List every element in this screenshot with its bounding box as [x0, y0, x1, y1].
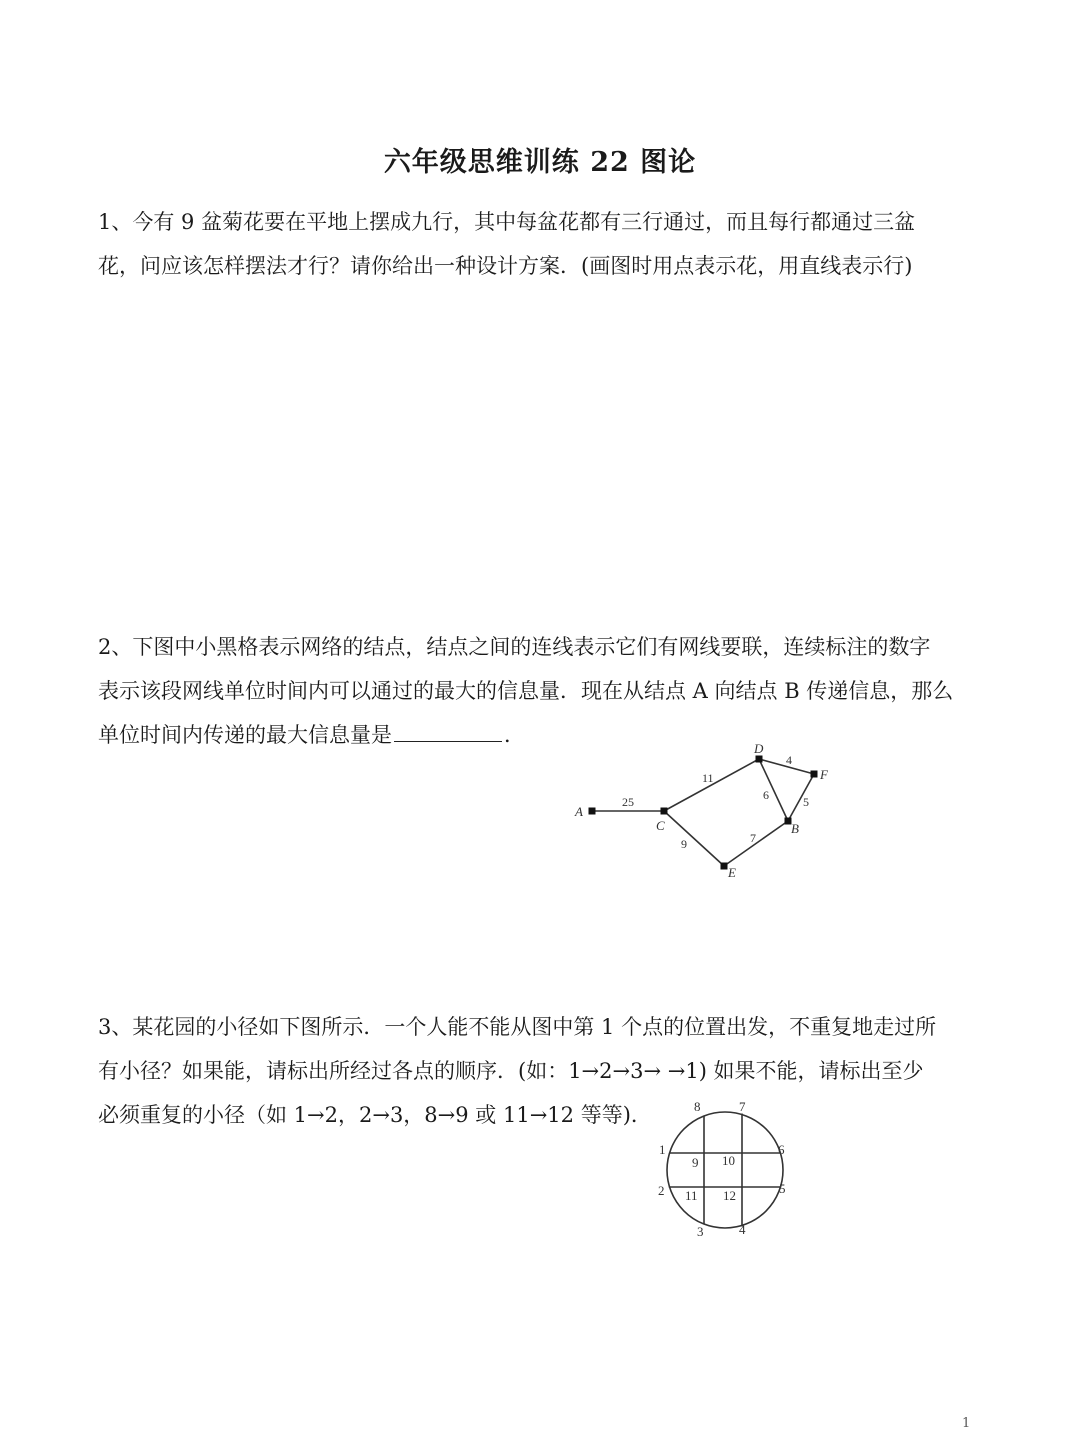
- edge-c-e-weight: 9: [681, 837, 687, 851]
- question-3-line-3: 必须重复的小径（如 1→2，2→3，8→9 或 11→12 等等)．: [98, 1103, 652, 1127]
- edge-c-d-weight: 11: [702, 771, 714, 785]
- garden-point-8: 8: [694, 1099, 701, 1114]
- node-e-label: E: [728, 865, 736, 880]
- garden-point-12: 12: [723, 1188, 736, 1203]
- question-2-line-1: 2、下图中小黑格表示网络的结点，结点之间的连线表示它们有网线要联，连续标注的数字: [98, 635, 931, 659]
- question-1-line-2: 花，问应该怎样摆法才行？请你给出一种设计方案．(画图时用点表示花，用直线表示行): [98, 254, 913, 278]
- question-3-line-2: 有小径？如果能，请标出所经过各点的顺序．(如：1→2→3→ →1) 如果不能，请标出至少: [98, 1059, 924, 1083]
- garden-point-11: 11: [685, 1188, 698, 1203]
- edge-d-f-weight: 4: [786, 753, 792, 767]
- node-a-label: A: [575, 804, 583, 819]
- question-2-line-2: 表示该段网线单位时间内可以通过的最大的信息量．现在从结点 A 向结点 B 传递信息，那么: [98, 679, 954, 703]
- node-d-label: D: [754, 741, 764, 756]
- node-c-label: C: [656, 818, 665, 833]
- garden-path-diagram: [650, 1095, 800, 1245]
- page-title: 六年级思维训练 22 图论: [383, 147, 697, 178]
- garden-point-7: 7: [739, 1099, 746, 1114]
- garden-point-1: 1: [659, 1142, 666, 1157]
- edge-d-b-weight: 6: [763, 788, 769, 802]
- edge-a-c-weight: 25: [622, 795, 634, 809]
- answer-blank[interactable]: [394, 719, 502, 742]
- edge-c-d: [664, 759, 759, 811]
- node-e-marker: [721, 863, 728, 870]
- garden-point-9: 9: [692, 1155, 699, 1170]
- node-d-marker: [756, 756, 763, 763]
- node-b-label: B: [791, 821, 799, 836]
- garden-point-10: 10: [722, 1153, 735, 1168]
- question-3-line-1: 3、某花园的小径如下图所示．一个人能不能从图中第 1 个点的位置出发，不重复地走过所: [98, 1015, 937, 1039]
- node-a-marker: [589, 808, 596, 815]
- node-c-marker: [661, 808, 668, 815]
- question-1: [98, 200, 978, 288]
- edge-b-e-weight: 7: [750, 831, 756, 845]
- question-1-line-1: 1、今有 9 盆菊花要在平地上摆成九行，其中每盆花都有三行通过，而且每行都通过三盆: [98, 210, 916, 234]
- edge-f-b: [788, 774, 814, 821]
- garden-circle-path: [667, 1112, 783, 1228]
- edge-f-b-weight: 5: [803, 795, 809, 809]
- garden-point-6: 6: [778, 1142, 785, 1157]
- garden-point-5: 5: [779, 1181, 786, 1196]
- question-2-line-3-suffix: ．: [504, 723, 525, 747]
- garden-point-3: 3: [697, 1224, 704, 1239]
- garden-point-2: 2: [658, 1183, 665, 1198]
- question-2-line-3-text: 单位时间内传递的最大信息量是: [98, 723, 392, 747]
- garden-point-4: 4: [739, 1222, 746, 1237]
- network-diagram: [570, 735, 850, 885]
- edge-c-e: [664, 811, 724, 866]
- node-f-label: F: [820, 767, 828, 782]
- page-number: 1: [962, 1416, 971, 1431]
- edge-b-e: [724, 821, 788, 866]
- node-f-marker: [811, 771, 818, 778]
- question-3: [98, 1005, 978, 1137]
